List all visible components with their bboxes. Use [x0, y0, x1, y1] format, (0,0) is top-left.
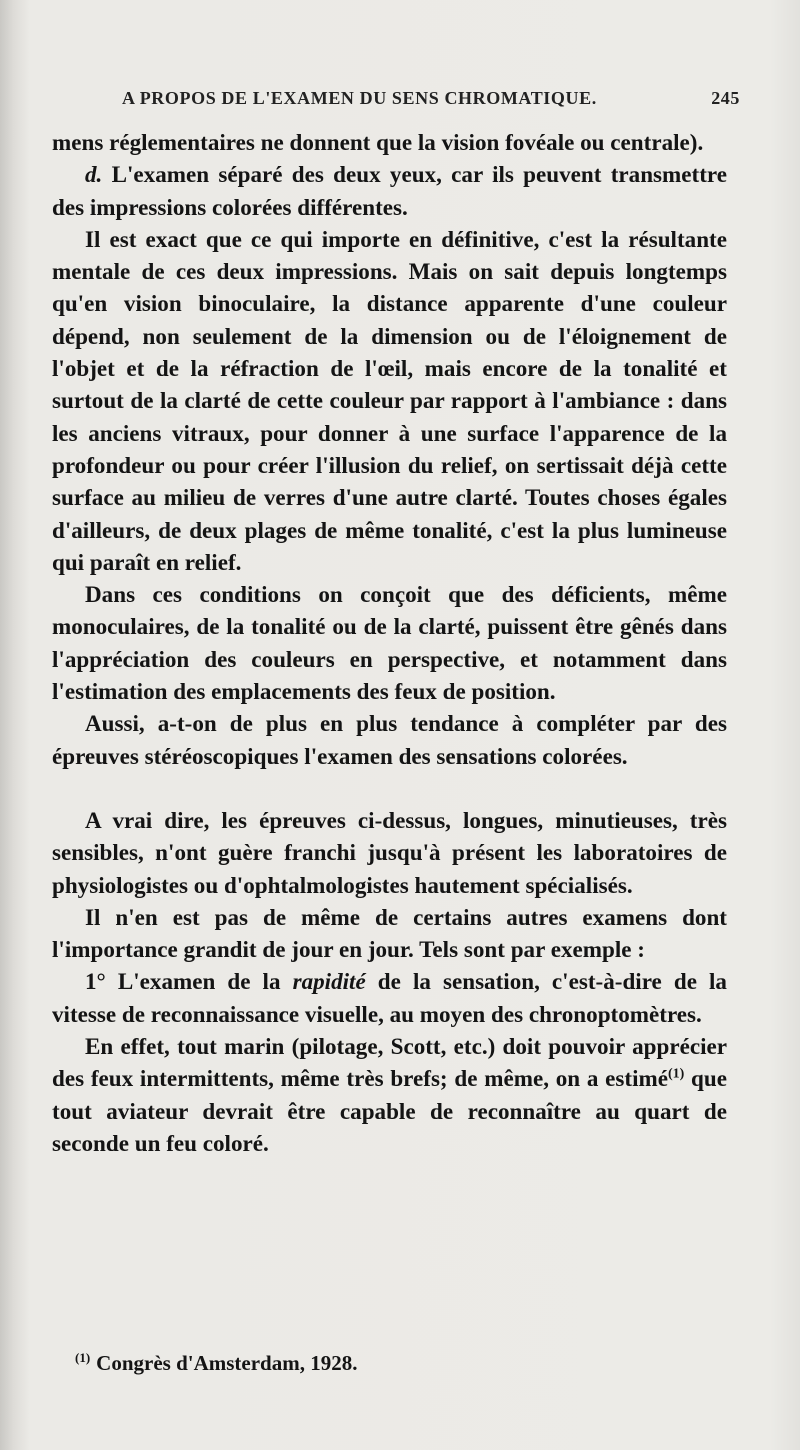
paragraph-text: de la sensation, c'est-à-dire de la vitesse de reconnaissance visuelle, au moyen des chronoptomètres. — [52, 968, 727, 1027]
paragraph-text: que tout aviateur devrait être capable de reconnaître au quart de seconde un feu coloré. — [52, 1065, 727, 1156]
running-header — [122, 88, 740, 109]
paragraph: Il est exact que ce qui importe en définitive, c'est la résultante mentale de ces deux impressions. Mais on sait depuis longtemps qu'en vision binoculaire, la distance apparente d'une couleur dépend, non seulement de la dimension ou de l'éloignement de l'objet et de la réfraction de l'œil, mais encore de la tonalité et surtout de la clarté de cette couleur par rapport à l'ambiance : dans les anciens vitraux, pour donner à une surface l'apparence de la profondeur ou pour créer l'illusion du relief, on sertissait déjà cette surface au milieu de verres d'une autre clarté. Toutes choses égales d'ailleurs, de deux plages de même tonalité, c'est la plus lumineuse qui paraît en relief. — [52, 225, 727, 575]
paragraph: Aussi, a-t-on de plus en plus tendance à compléter par des épreuves stéréoscopiques l'examen des sensations colorées. — [52, 710, 727, 769]
paragraph: Dans ces conditions on conçoit que des déficients, même monoculaires, de la tonalité ou de la clarté, puissent être gênés dans l'appréciation des couleurs en perspective, et notamment dans l'estimation des emplacements des feux de position. — [52, 581, 727, 705]
footnote-mark: (1) — [75, 1350, 91, 1365]
footnote — [75, 1350, 357, 1376]
section-gap — [52, 772, 727, 804]
paragraph: A vrai dire, les épreuves ci-dessus, longues, minutieuses, très sensibles, n'ont guère franchi jusqu'à présent les laboratoires de physiologistes ou d'ophtalmologistes hautement spécialisés. — [52, 806, 727, 898]
list-label: d. — [85, 161, 103, 188]
body-text — [52, 126, 727, 1159]
paragraph-text: L'examen séparé des deux yeux, car ils peuvent transmettre des impressions colorées différentes. — [52, 161, 727, 220]
paragraph — [52, 1030, 727, 1159]
emphasis: rapidité — [292, 968, 366, 995]
footnote-text: Congrès d'Amsterdam, 1928. — [96, 1351, 358, 1375]
running-title: A PROPOS DE L'EXAMEN DU SENS CHROMATIQUE. — [122, 88, 597, 108]
paragraph: mens réglementaires ne donnent que la vision fovéale ou centrale). — [52, 129, 704, 155]
paragraph — [52, 158, 727, 223]
paragraph-text: En effet, tout marin (pilotage, Scott, etc.) doit pouvoir apprécier des feux intermittents, même très brefs; de même, on a estimé — [52, 1033, 727, 1092]
footnote-reference[interactable]: (1) — [667, 1066, 685, 1082]
paragraph — [52, 965, 727, 1030]
paragraph: Il n'en est pas de même de certains autres examens dont l'importance grandit de jour en jour. Tels sont par exemple : — [52, 903, 727, 963]
paragraph-text: 1° L'examen de la — [85, 968, 293, 995]
page-number: 245 — [711, 88, 740, 108]
